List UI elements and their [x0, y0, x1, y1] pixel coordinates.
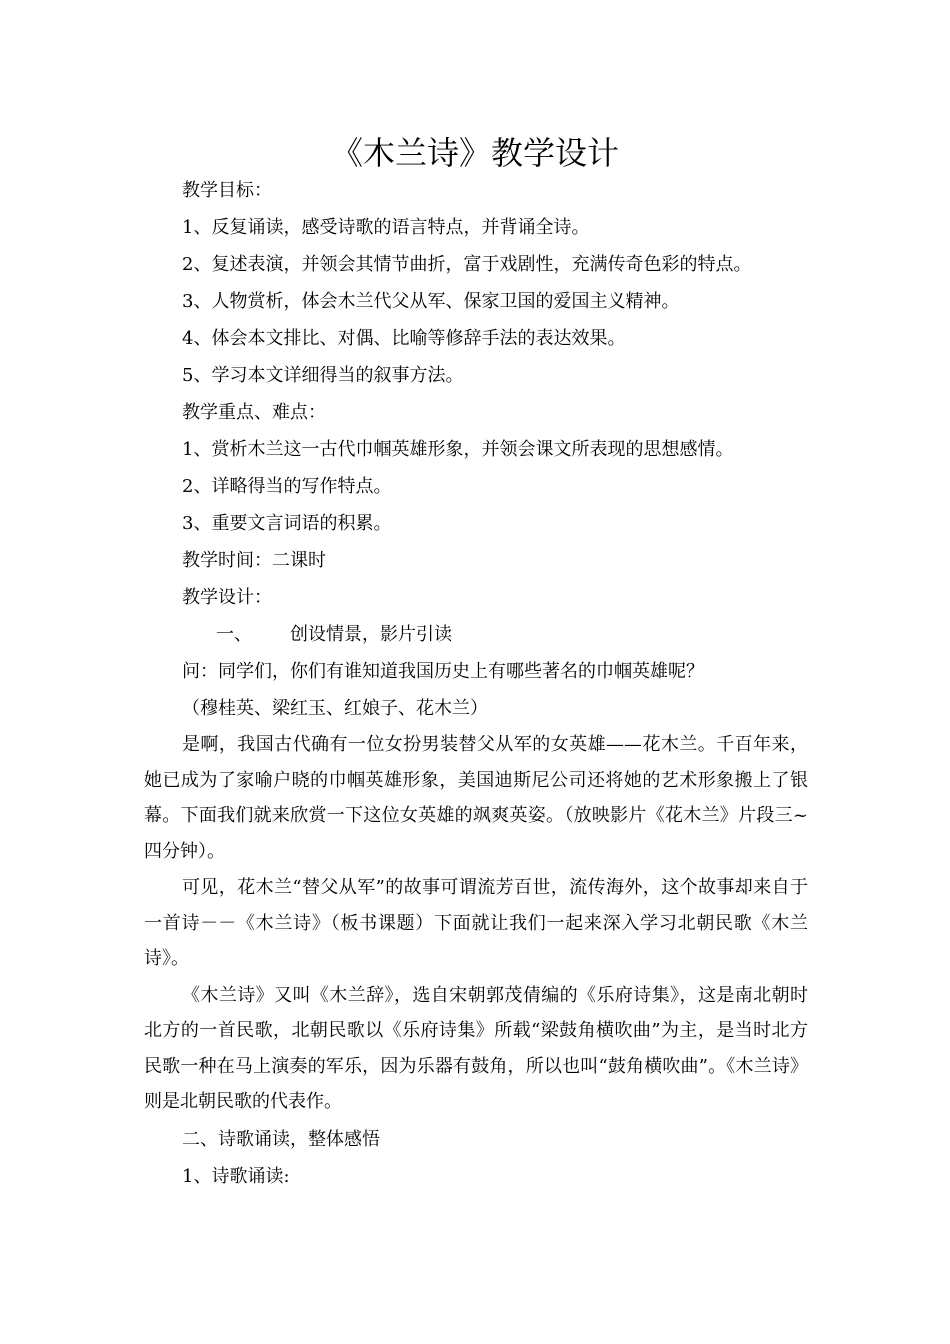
- paragraph-3: 《木兰诗》又叫《木兰辞》，选自宋朝郭茂倩编的《乐府诗集》，这是南北朝时北方的一首民歌，北朝民歌以《乐府诗集》所载“梁鼓角横吹曲”为主，是当时北方民歌一种在马上演奏的军乐，因为乐器有鼓角，所以也叫“鼓角横吹曲”。《木兰诗》则是北朝民歌的代表作。: [144, 984, 808, 1112]
- section-1-heading: [144, 616, 808, 653]
- sub-heading-1: 1、诗歌诵读:: [182, 1165, 290, 1187]
- section-1-number: 一、: [216, 624, 252, 645]
- objective-item-3: 3、人物赏析，体会木兰代父从军、保家卫国的爱国主义精神。: [182, 291, 680, 312]
- design-heading: 教学设计：: [182, 587, 272, 608]
- paragraph-1: 是啊，我国古代确有一位女扮男装替父从军的女英雄——花木兰。千百年来，她已成为了家喻户晓的巾帼英雄形象，美国迪斯尼公司还将她的艺术形象搬上了银幕。下面我们就来欣赏一下这位女英雄的飒爽英姿。（放映影片《花木兰》片段三~四分钟）。: [144, 734, 808, 862]
- answer-text: （穆桂英、梁红玉、红娘子、花木兰）: [182, 698, 488, 719]
- section-1-title: 创设情景，影片引读: [290, 624, 452, 645]
- key-points-heading: 教学重点、难点：: [182, 402, 326, 423]
- teaching-time: 教学时间：二课时: [182, 550, 326, 571]
- question-text: 问：同学们，你们有谁知道我国历史上有哪些著名的巾帼英雄呢？: [182, 661, 704, 682]
- objective-item-2: 2、复述表演，并领会其情节曲折，富于戏剧性，充满传奇色彩的特点。: [182, 254, 752, 275]
- section-2-heading: 二、诗歌诵读，整体感悟: [182, 1128, 380, 1150]
- key-point-item-1: 1、赏析木兰这一古代巾帼英雄形象，并领会课文所表现的思想感情。: [182, 439, 734, 460]
- key-point-item-2: 2、详略得当的写作特点。: [182, 476, 392, 497]
- document-title: 《木兰诗》教学设计: [330, 134, 619, 172]
- paragraph-2: 可见，花木兰“替父从军”的故事可谓流芳百世，流传海外，这个故事却来自于一首诗－－《木兰诗》（板书课题）下面就让我们一起来深入学习北朝民歌《木兰诗》。: [144, 877, 808, 969]
- key-point-item-3: 3、重要文言词语的积累。: [182, 513, 392, 534]
- objective-item-1: 1、反复诵读，感受诗歌的语言特点，并背诵全诗。: [182, 217, 590, 238]
- objective-item-4: 4、体会本文排比、对偶、比喻等修辞手法的表达效果。: [182, 328, 626, 349]
- document-body: [144, 172, 808, 1195]
- objective-item-5: 5、学习本文详细得当的叙事方法。: [182, 365, 464, 386]
- objectives-heading: 教学目标：: [182, 180, 272, 201]
